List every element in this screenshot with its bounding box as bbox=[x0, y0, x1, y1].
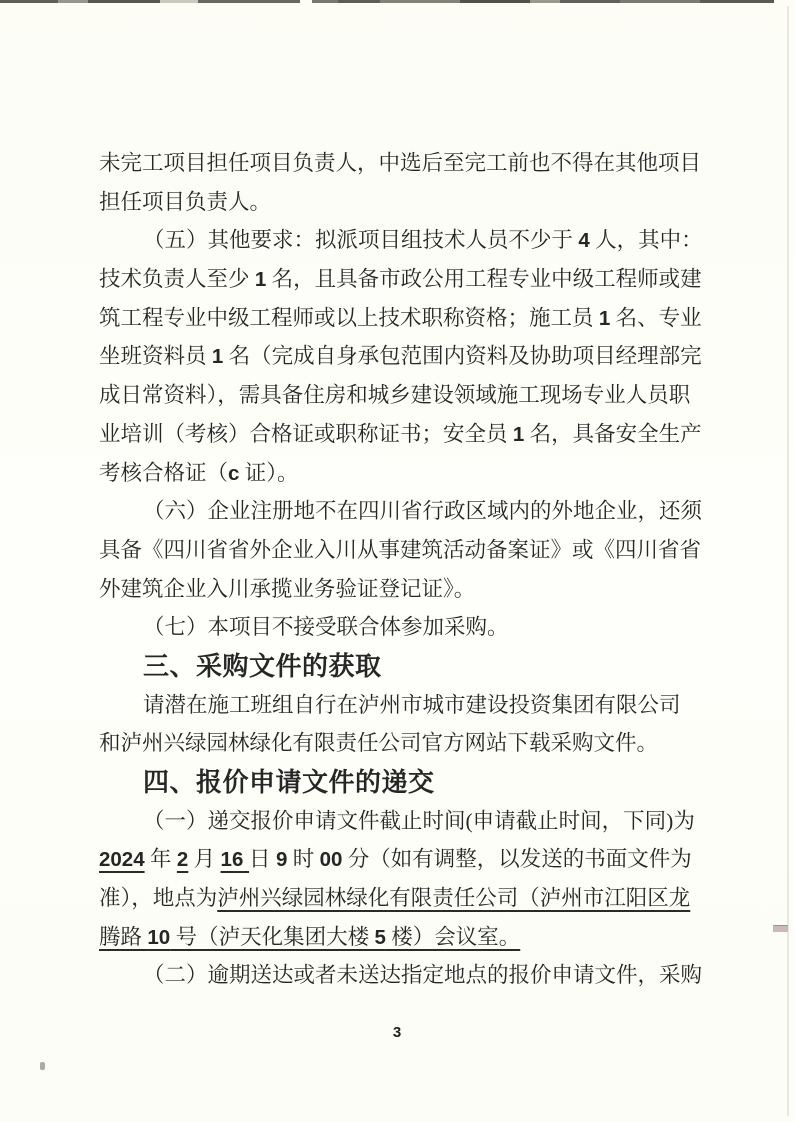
body-line bbox=[99, 918, 713, 957]
text-segment: 坐班资料员 bbox=[99, 344, 212, 369]
section-heading-3 bbox=[99, 647, 713, 686]
underlined-address-segment: 腾路 bbox=[99, 924, 148, 949]
body-line bbox=[99, 144, 713, 183]
numeric-segment: 1 bbox=[211, 345, 224, 369]
body-line bbox=[99, 686, 713, 725]
body-line bbox=[99, 492, 713, 531]
text-segment: 成日常资料），需具备住房和城乡建设领域施工现场专业人员职 bbox=[99, 383, 691, 408]
text-segment: （五）其他要求：拟派项目组技术人员不少于 bbox=[143, 228, 579, 253]
text-segment: 业培训（考核）合格证或职称证书；安全员 bbox=[99, 421, 513, 446]
body-line bbox=[99, 221, 713, 260]
underlined-address-segment: 号（泸天化集团大楼 bbox=[170, 924, 375, 949]
scan-artifact-top-edge bbox=[0, 0, 794, 3]
text-segment: 和泸州兴绿园林绿化有限责任公司官方网站下载采购文件。 bbox=[99, 731, 659, 756]
scan-artifact-right-line bbox=[787, 6, 789, 1116]
deadline-hour: 9 bbox=[275, 848, 288, 872]
body-line bbox=[99, 337, 713, 376]
text-segment: 技术负责人至少 bbox=[99, 267, 255, 292]
body-line bbox=[99, 415, 713, 454]
text-segment: 名，且具备市政公用工程专业中级工程师或建 bbox=[266, 267, 702, 292]
body-line bbox=[99, 299, 713, 338]
numeric-segment: 1 bbox=[512, 422, 525, 446]
text-segment: 日 bbox=[249, 847, 276, 872]
document-body bbox=[99, 144, 713, 995]
text-segment: 月 bbox=[188, 847, 221, 872]
numeric-segment: c bbox=[228, 461, 240, 485]
deadline-day: 16 bbox=[220, 848, 250, 872]
numeric-segment: 1 bbox=[254, 268, 267, 292]
text-segment: 分（如有调整，以发送的书面文件为 bbox=[342, 847, 692, 872]
scan-artifact-right-mark bbox=[773, 925, 788, 932]
underlined-address-segment: 泸州兴绿园林绿化有限责任公司（泸州市江阳区龙 bbox=[217, 886, 691, 911]
body-line bbox=[99, 879, 713, 918]
heading-text: 三、采购文件的获取 bbox=[143, 650, 382, 681]
body-line bbox=[99, 570, 713, 609]
body-line bbox=[99, 840, 713, 879]
body-line bbox=[99, 956, 713, 995]
body-line bbox=[99, 454, 713, 493]
text-segment: 年 bbox=[144, 847, 177, 872]
text-segment: 名，具备安全生产 bbox=[524, 421, 702, 446]
heading-text: 四、报价申请文件的递交 bbox=[143, 767, 435, 797]
numeric-segment: 4 bbox=[578, 229, 590, 253]
text-segment: 人，其中： bbox=[589, 228, 703, 253]
body-line bbox=[99, 183, 713, 222]
text-segment: 名、专业 bbox=[610, 305, 702, 330]
deadline-year: 2024 bbox=[99, 848, 145, 872]
text-segment: 证）。 bbox=[239, 460, 299, 485]
numeric-segment: 5 bbox=[374, 925, 386, 949]
underlined-address-segment: 楼）会议室。 bbox=[385, 924, 521, 949]
body-line bbox=[99, 531, 713, 570]
scan-artifact-speck bbox=[40, 1062, 45, 1070]
text-segment: 担任项目负责人。 bbox=[99, 189, 272, 214]
body-line bbox=[99, 608, 713, 647]
text-segment: 筑工程专业中级工程师或以上技术职称资格；施工员 bbox=[99, 305, 599, 330]
page-number: 3 bbox=[392, 1024, 402, 1041]
text-segment: 准），地点为 bbox=[99, 886, 218, 911]
text-segment: （一）递交报价申请文件截止时间(申请截止时间，下同)为 bbox=[143, 808, 695, 833]
text-segment: 具备《四川省省外企业入川从事建筑活动备案证》或《四川省省 bbox=[99, 537, 702, 562]
body-line bbox=[99, 802, 713, 841]
deadline-month: 2 bbox=[176, 848, 189, 872]
text-segment: 名（完成自身承包范围内资料及协助项目经理部完 bbox=[223, 344, 702, 369]
text-segment: 时 bbox=[287, 847, 320, 872]
body-line bbox=[99, 724, 713, 763]
body-line bbox=[99, 376, 713, 415]
text-segment: 未完工项目担任项目负责人，中选后至完工前也不得在其他项目 bbox=[99, 151, 702, 175]
numeric-segment: 1 bbox=[598, 306, 611, 330]
text-segment: 请潜在施工班组自行在泸州市城市建设投资集团有限公司 bbox=[143, 692, 681, 717]
section-heading-4 bbox=[99, 763, 713, 802]
numeric-segment: 10 bbox=[147, 925, 171, 949]
text-segment: （二）逾期送达或者未送达指定地点的报价申请文件，采购 bbox=[143, 963, 703, 988]
text-segment: （七）本项目不接受联合体参加采购。 bbox=[143, 615, 509, 640]
text-segment: 考核合格证（ bbox=[99, 460, 229, 485]
body-line bbox=[99, 260, 713, 299]
text-segment: （六）企业注册地不在四川省行政区域内的外地企业，还须 bbox=[143, 499, 703, 524]
text-segment: 外建筑企业入川承揽业务验证登记证》。 bbox=[99, 576, 476, 601]
deadline-minute: 00 bbox=[319, 848, 343, 872]
